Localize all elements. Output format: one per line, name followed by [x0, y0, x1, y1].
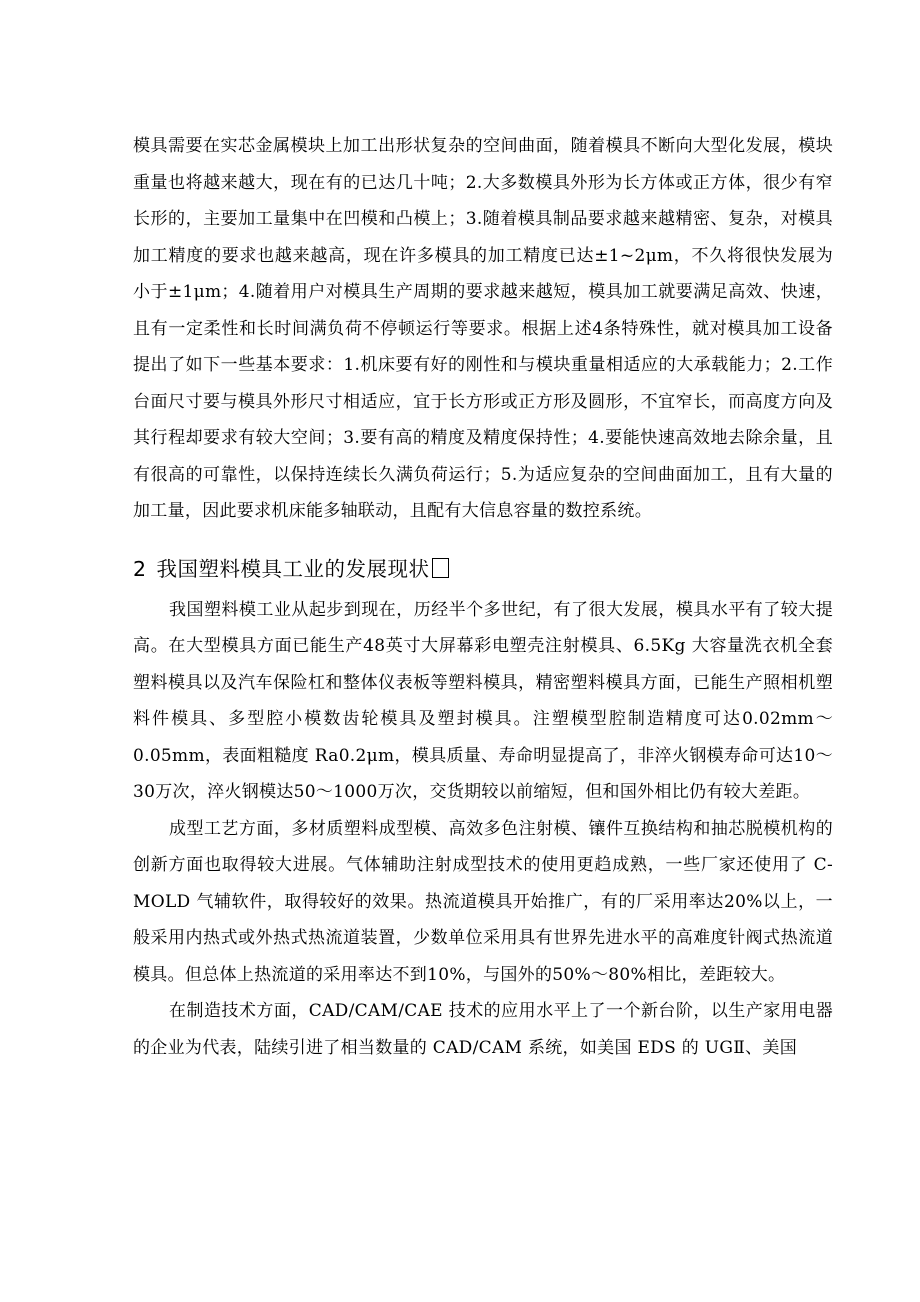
body-paragraph-3: 在制造技术方面，CAD/CAM/CAE 技术的应用水平上了一个新台阶，以生产家用电器的企业为代表，陆续引进了相当数量的 CAD/CAM 系统，如美国 EDS 的 UGⅡ、美国 — [133, 1001, 833, 1058]
section-heading — [133, 552, 833, 586]
document-page — [133, 128, 833, 1066]
body-paragraph-continued: 模具需要在实芯金属模块上加工出形状复杂的空间曲面，随着模具不断向大型化发展，模块重量也将越来越大，现在有的已达几十吨；2.大多数模具外形为长方体或正方体，很少有窄长形的，主要加工量集中在凹模和凸模上；3.随着模具制品要求越来越精密、复杂，对模具加工精度的要求也越来越高，现在许多模具的加工精度已达±1~2μm，不久将很快发展为小于±1μm；4.随着用户对模具生产周期的要求越来越短，模具加工就要满足高效、快速，且有一定柔性和长时间满负荷不停顿运行等要求。根据上述4条特殊性，就对模具加工设备提出了如下一些基本要求：1.机床要有好的刚性和与模块重量相适应的大承载能力；2.工作台面尺寸要与模具外形尺寸相适应，宜于长方形或正方形及圆形，不宜窄长，而高度方向及其行程却要求有较大空间；3.要有高的精度及精度保持性；4.要能快速高效地去除余量，且有很高的可靠性，以保持连续长久满负荷运行；5.为适应复杂的空间曲面加工，且有大量的加工量，因此要求机床能多轴联动，且配有大信息容量的数控系统。 — [133, 136, 833, 521]
body-paragraph-1: 我国塑料模工业从起步到现在，历经半个多世纪，有了很大发展，模具水平有了较大提高。在大型模具方面已能生产48英寸大屏幕彩电塑壳注射模具、6.5Kg 大容量洗衣机全套塑料模具以及汽车保险杠和整体仪表板等塑料模具，精密塑料模具方面，已能生产照相机塑料件模具、多型腔小模数齿轮模具及塑封模具。注塑模型腔制造精度可达0.02mm～0.05mm，表面粗糙度 Ra0.2μm，模具质量、寿命明显提高了，非淬火钢模寿命可达10～30万次，淬火钢模达50～1000万次，交货期较以前缩短，但和国外相比仍有较大差距。 — [133, 599, 833, 802]
missing-glyph-box-icon — [432, 558, 449, 578]
section-number: 2 — [133, 556, 147, 581]
body-paragraph-2: 成型工艺方面，多材质塑料成型模、高效多色注射模、镶件互换结构和抽芯脱模机构的创新方面也取得较大进展。气体辅助注射成型技术的使用更趋成熟，一些厂家还使用了 C-MOLD 气辅软件，取得较好的效果。热流道模具开始推广，有的厂采用率达20%以上，一般采用内热式或外热式热流道装置，少数单位采用具有世界先进水平的高难度针阀式热流道模具。但总体上热流道的采用率达不到10%，与国外的50%～80%相比，差距较大。 — [133, 818, 833, 985]
section-title: 我国塑料模具工业的发展现状 — [156, 556, 430, 581]
